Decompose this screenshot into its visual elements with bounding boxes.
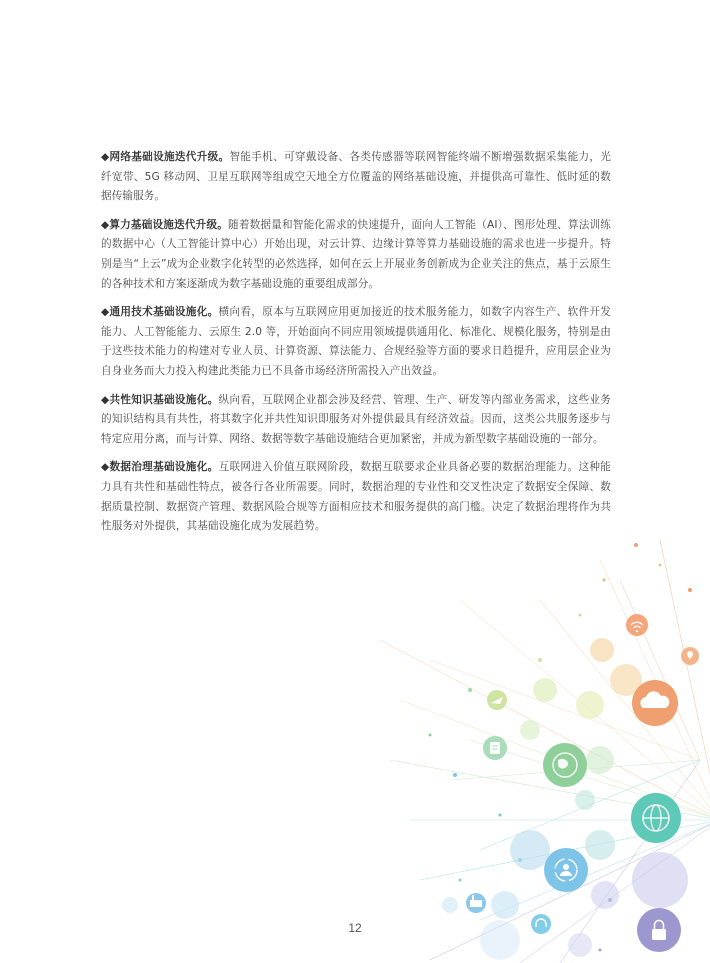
paragraph-lead: ◆数据治理基础设施化。 xyxy=(101,461,219,474)
paragraph-text: 横向看，原本与互联网应用更加接近的技术服务能力，如数字内容生产、软件开发能力、人工智能能力、云原生 2.0 等，开始面向不同应用领域提供通用化、标准化、规模化服务，特别是由于这些技术能力的构建对专业人员、计算资源、算法能力、合规经验等方面的要求日趋提升，应用层企业为自身业务而大力投入构建此类能力已不具备市场经济所需投入产出效益。 xyxy=(101,306,611,377)
user-sync-icon xyxy=(544,848,588,892)
factory-icon xyxy=(466,893,486,913)
paragraph-text: 纵向看，互联网企业都会涉及经营、管理、生产、研发等内部业务需求，这些业务的知识结构具有共性，将其数字化并共性知识即服务对外提供最具有经济效益。因而，这类公共服务逐步与特定应用分离，而与计算、网络、数据等数字基础设施结合更加紧密，并成为新型数字基础设施的一部分。 xyxy=(101,393,611,445)
paragraph-lead: ◆网络基础设施迭代升级。 xyxy=(101,151,230,163)
paragraph-lead: ◆共性知识基础设施化。 xyxy=(101,393,219,406)
document-icon xyxy=(483,736,507,760)
paragraph-lead: ◆通用技术基础设施化。 xyxy=(101,306,219,319)
paragraph-lead: ◆算力基础设施迭代升级。 xyxy=(101,218,229,231)
globe-map-icon xyxy=(543,743,587,787)
wifi-icon xyxy=(626,614,648,636)
globe-icon xyxy=(631,793,681,843)
paragraph-text: 智能手机、可穿戴设备、各类传感器等联网智能终端不断增强数据采集能力，光纤宽带、5G 移动网、卫星互联网等组成空天地全方位覆盖的网络基础设施，并提供高可靠性、低时延的数据传输服务。 xyxy=(101,151,611,203)
location-pin-icon xyxy=(681,647,699,665)
paragraph-text: 互联网进入价值互联网阶段，数据互联要求企业具备必要的数据治理能力。这种能力具有共性和基础性特点，被各行各业所需要。同时，数据治理的专业性和交叉性决定了数据安全保障、数据质量控制、数据资产管理、数据风险合规等方面相应技术和服务提供的高门槛。决定了数据治理将作为共性服务对外提供，其基础设施化成为发展趋势。 xyxy=(101,461,611,533)
paragraph-text: 随着数据量和智能化需求的快速提升，面向人工智能（AI）、图形处理、算法训练的数据中心（人工智能计算中心）开始出现，对云计算、边缘计算等算力基础设施的需求也进一步提升。特别是当“上云”成为企业数字化转型的必然选择，如何在云上开展业务创新成为企业关注的焦点，基于云原生的各种技术和方案逐渐成为数字基础设施的重要组成部分。 xyxy=(101,218,611,290)
page-number: 12 xyxy=(348,921,362,935)
airplane-icon xyxy=(487,690,507,710)
cloud-icon xyxy=(632,680,678,726)
